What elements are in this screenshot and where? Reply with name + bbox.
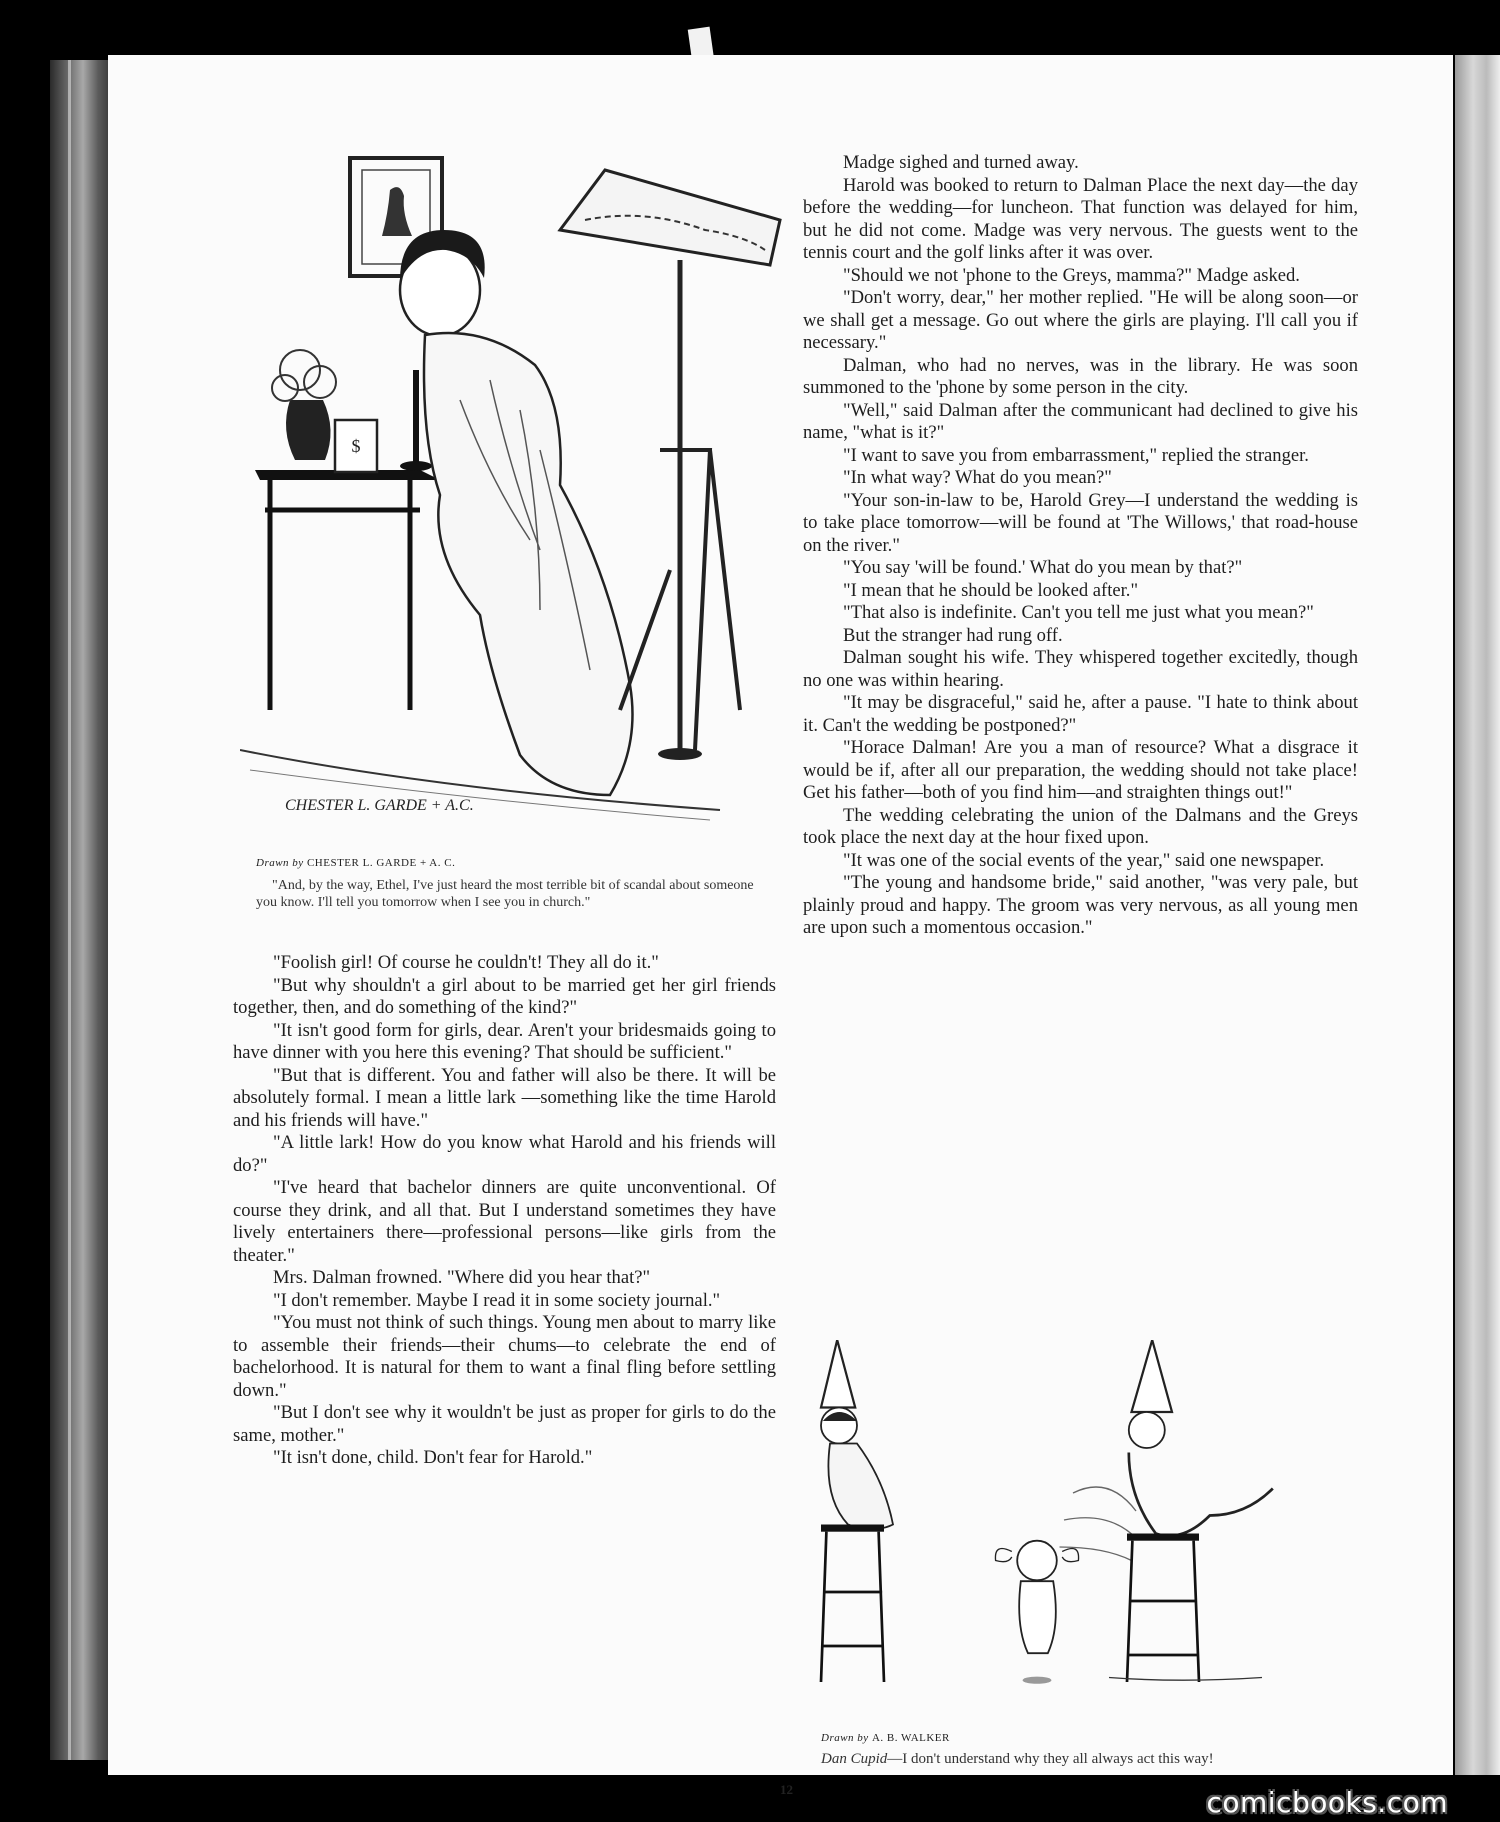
paragraph: "Should we not 'phone to the Greys, mamma?" Madge asked. — [843, 264, 1300, 286]
right-text-column — [803, 152, 1358, 940]
paragraph: "It was one of the social events of the year," said one newspaper. — [843, 849, 1325, 871]
book-spine-edge — [50, 60, 110, 1760]
left-text-column — [233, 952, 776, 1470]
illustration-drawing — [812, 1340, 1280, 1691]
site-watermark: comicbooks.com — [1206, 1786, 1448, 1819]
illustration-drawing — [240, 150, 800, 850]
left-illustration-caption: "And, by the way, Ethel, I've just heard the most terrible bit of scandal about someone you know. I'll tell you tomorrow when I see you in church." — [256, 878, 754, 910]
paragraph: "A little lark! How do you know what Harold and his friends will do?" — [233, 1132, 776, 1176]
paragraph: "Horace Dalman! Are you a man of resource? What a disgrace it would be if, after all our preparation, the wedding should not take place! Get his father—both of you find him—and straighten things out!" — [803, 737, 1358, 803]
paragraph: "In what way? What do you mean?" — [843, 467, 1112, 488]
paragraph: Harold was booked to return to Dalman Place the next day—the day before the wedding—for luncheon. That function was delayed for him, but he did not come. Madge was very nervous. The guests went to the tennis court and the golf links after it was over. — [803, 174, 1358, 263]
paragraph: Dalman, who had no nerves, was in the library. He was soon summoned to the 'phone by some person in the city. — [803, 354, 1358, 398]
paragraph: "But why shouldn't a girl about to be married get her girl friends together, then, and do something of the kind?" — [233, 974, 776, 1018]
facing-page-edge — [1455, 55, 1500, 1775]
right-illustration-credit — [821, 1732, 950, 1744]
paragraph: "It isn't done, child. Don't fear for Harold." — [273, 1447, 593, 1468]
paragraph: "It isn't good form for girls, dear. Aren't your bridesmaids going to have dinner with you here this evening? That should be sufficient." — [233, 1019, 776, 1063]
paragraph: "But that is different. You and father will also be there. It will be absolutely formal. I mean a little lark —something like the time Harold and his friends will have." — [233, 1064, 776, 1131]
paragraph: "The young and handsome bride," said another, "was very pale, but plainly proud and happy. The groom was very nervous, as all young men are upon such a momentous occasion." — [803, 872, 1358, 938]
paragraph: "Don't worry, dear," her mother replied. "He will be along soon—or we shall get a message. Go out where the girls are playing. I'll call you if necessary." — [803, 287, 1358, 353]
paragraph: "I've heard that bachelor dinners are quite unconventional. Of course they drink, and all that. But I understand sometimes they have lively entertainers there—professional persons—like girls from the theater." — [233, 1177, 776, 1266]
paragraph: But the stranger had rung off. — [843, 624, 1063, 646]
paragraph: "Foolish girl! Of course he couldn't! They all do it." — [273, 952, 659, 973]
artist-signature: CHESTER L. GARDE + A.C. — [285, 797, 474, 814]
svg-text:$: $ — [351, 436, 361, 456]
credit-prefix: Drawn by — [821, 1732, 869, 1744]
paragraph: "Your son-in-law to be, Harold Grey—I understand the wedding is to take place tomorrow—will be found at 'The Willows,' that road-house on the river." — [803, 489, 1358, 556]
paragraph: "I want to save you from embarrassment," replied the stranger. — [843, 444, 1309, 466]
paragraph: "Well," said Dalman after the communicant had declined to give his name, "what is it?" — [803, 399, 1358, 443]
paragraph: "I don't remember. Maybe I read it in some society journal." — [273, 1289, 721, 1311]
paragraph: "It may be disgraceful," said he, after a pause. "I hate to think about it. Can't the wedding be postponed?" — [803, 692, 1358, 736]
dunce-cap-cupid-illustration — [812, 1340, 1280, 1691]
paragraph: "You say 'will be found.' What do you mean by that?" — [843, 557, 1243, 578]
credit-artist-name: A. B. WALKER — [871, 1732, 950, 1744]
left-illustration-credit — [256, 857, 455, 869]
paragraph: "I mean that he should be looked after." — [843, 579, 1139, 601]
caption-text: —I don't understand why they all always act this way! — [887, 1751, 1214, 1767]
paragraph: Madge sighed and turned away. — [843, 152, 1079, 173]
right-illustration-caption — [821, 1750, 1331, 1768]
credit-artist-name: CHESTER L. GARDE + A. C. — [306, 857, 456, 869]
telephone-woman-illustration — [240, 150, 800, 850]
caption-speaker: Dan Cupid — [821, 1751, 888, 1767]
paragraph: "But I don't see why it wouldn't be just as proper for girls to do the same, mother." — [233, 1402, 776, 1446]
paragraph: "You must not think of such things. Young men about to marry like to assemble their friends—their chums—to celebrate the end of bachelorhood. It is natural for them to want a final fling before settling down." — [233, 1312, 776, 1401]
paragraph: Dalman sought his wife. They whispered together excitedly, though no one was within hearing. — [803, 647, 1358, 691]
paragraph: The wedding celebrating the union of the Dalmans and the Greys took place the next day at the hour fixed upon. — [803, 804, 1358, 848]
paragraph: Mrs. Dalman frowned. "Where did you hear that?" — [273, 1267, 651, 1288]
credit-prefix: Drawn by — [256, 857, 304, 869]
paragraph: "That also is indefinite. Can't you tell me just what you mean?" — [843, 602, 1314, 623]
page-number: 12 — [780, 1782, 793, 1797]
